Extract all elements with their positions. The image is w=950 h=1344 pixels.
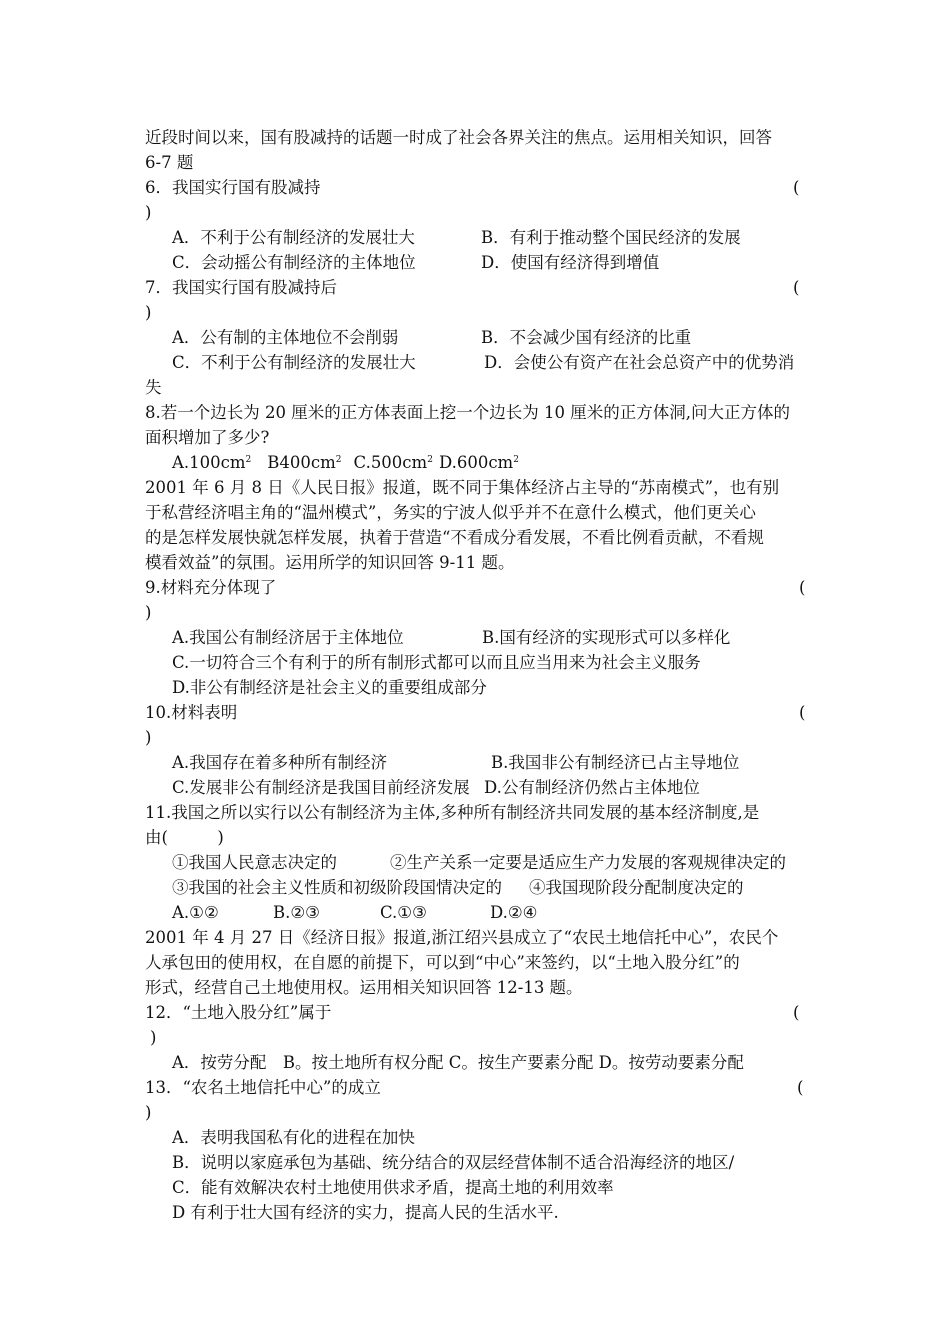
q9-option-a: A.我国公有制经济居于主体地位 [172,628,404,647]
q11-statement-4: ④我国现阶段分配制度决定的 [529,878,744,897]
q7-option-c: C．不利于公有制经济的发展壮大 [172,353,416,372]
q10-paren-close: ) [145,728,152,747]
q8-options [172,451,519,475]
intro3-line1: 2001 年 4 月 27 日《经济日报》报道,浙江绍兴县成立了“农民土地信托中心”，农民个 [145,928,779,947]
q8-option-d: D.600cm [438,453,514,472]
q9-stem: 9.材料充分体现了 [145,578,277,597]
q7-option-d: D．会使公有资产在社会总资产中的优势消 [484,353,795,372]
q6-paren-close: ) [145,203,152,222]
q8-option-a-exponent: 2 [245,455,252,465]
q11-line1: 11.我国之所以实行以公有制经济为主体,多种所有制经济共同发展的基本经济制度,是 [145,803,760,822]
q8-option-b-exponent: 2 [335,455,342,465]
q11-statement-1: ①我国人民意志决定的 [172,853,337,872]
q10-paren-open: ( [799,703,806,722]
q11-option-a: A.①② [172,903,219,922]
q7-stem: 7．我国实行国有股减持后 [145,278,337,297]
q10-option-c: C.发展非公有制经济是我国目前经济发展 [172,778,470,797]
intro2-line4: 模看效益”的氛围。运用所学的知识回答 9-11 题。 [145,553,515,572]
q13-paren-close: ) [145,1103,152,1122]
intro1-line2: 6-7 题 [145,153,194,172]
q7-option-d-continued: 失 [145,378,162,397]
q8-option-d-exponent: 2 [513,455,519,465]
q9-option-c: C.一切符合三个有利于的所有制形式都可以而且应当用来为社会主义服务 [172,653,701,672]
q11-statement-3: ③我国的社会主义性质和初级阶段国情决定的 [172,878,502,897]
q6-option-a: A．不利于公有制经济的发展壮大 [172,228,415,247]
q8-line1: 8.若一个边长为 20 厘米的正方体表面上挖一个边长为 10 厘米的正方体洞,问大正方体的 [145,403,790,422]
q10-stem: 10.材料表明 [145,703,238,722]
q13-option-c: C．能有效解决农村土地使用供求矛盾，提高土地的利用效率 [172,1178,614,1197]
intro2-line1: 2001 年 6 月 8 日《人民日报》报道，既不同于集体经济占主导的“苏南模式”，也有别 [145,478,780,497]
q9-option-b: B.国有经济的实现形式可以多样化 [482,628,731,647]
q13-stem: 13．“农名土地信托中心”的成立 [145,1078,381,1097]
q13-paren-open: ( [797,1078,804,1097]
intro2-line2: 于私营经济唱主角的“温州模式”，务实的宁波人似乎并不在意什么模式，他们更关心 [145,503,756,522]
intro3-line3: 形式，经营自己土地使用权。运用相关知识回答 12-13 题。 [145,978,583,997]
q6-option-c: C．会动摇公有制经济的主体地位 [172,253,416,272]
q8-option-a: A.100cm [172,453,246,472]
q11-option-d: D.②④ [490,903,538,922]
q11-line2: 由( ) [145,828,224,847]
q12-paren-open: ( [793,1003,800,1022]
q12-stem: 12．“土地入股分红”属于 [145,1003,332,1022]
q6-stem: 6．我国实行国有股减持 [145,178,321,197]
q7-option-b: B．不会减少国有经济的比重 [481,328,692,347]
q10-option-d: D.公有制经济仍然占主体地位 [484,778,700,797]
q8-option-c-exponent: 2 [427,455,433,465]
q11-statement-2: ②生产关系一定要是适应生产力发展的客观规律决定的 [390,853,786,872]
q13-option-a: A．表明我国私有化的进程在加快 [172,1128,415,1147]
q9-paren-close: ) [145,603,152,622]
q11-option-c: C.①③ [380,903,427,922]
q8-option-c: C.500cm [353,453,428,472]
q7-option-a: A．公有制的主体地位不会削弱 [172,328,399,347]
q10-option-b: B.我国非公有制经济已占主导地位 [491,753,740,772]
intro2-line3: 的是怎样发展快就怎样发展，执着于营造“不看成分看发展，不看比例看贡献，不看规 [145,528,764,547]
q9-paren-open: ( [799,578,806,597]
q13-option-d: D 有利于壮大国有经济的实力，提高人民的生活水平. [172,1203,559,1222]
q6-option-b: B．有利于推动整个国民经济的发展 [481,228,741,247]
q13-option-b: B．说明以家庭承包为基础、统分结合的双层经营体制不适合沿海经济的地区/ [172,1153,735,1172]
q12-paren-close: ) [150,1028,157,1047]
q7-paren-open: ( [793,278,800,297]
q9-option-d: D.非公有制经济是社会主义的重要组成部分 [172,678,487,697]
q8-line2: 面积增加了多少? [145,428,270,447]
q11-option-b: B.②③ [273,903,320,922]
q8-option-b: B400cm [267,453,336,472]
intro3-line2: 人承包田的使用权，在自愿的前提下，可以到“中心”来签约，以“土地入股分红”的 [145,953,740,972]
q7-paren-close: ) [145,303,152,322]
q6-paren-open: ( [793,178,800,197]
q6-option-d: D．使国有经济得到增值 [481,253,660,272]
q12-options: A．按劳分配 B。按土地所有权分配 C。按生产要素分配 D。按劳动要素分配 [172,1053,744,1072]
q10-option-a: A.我国存在着多种所有制经济 [172,753,388,772]
intro1-line1: 近段时间以来，国有股减持的话题一时成了社会各界关注的焦点。运用相关知识，回答 [145,128,772,147]
